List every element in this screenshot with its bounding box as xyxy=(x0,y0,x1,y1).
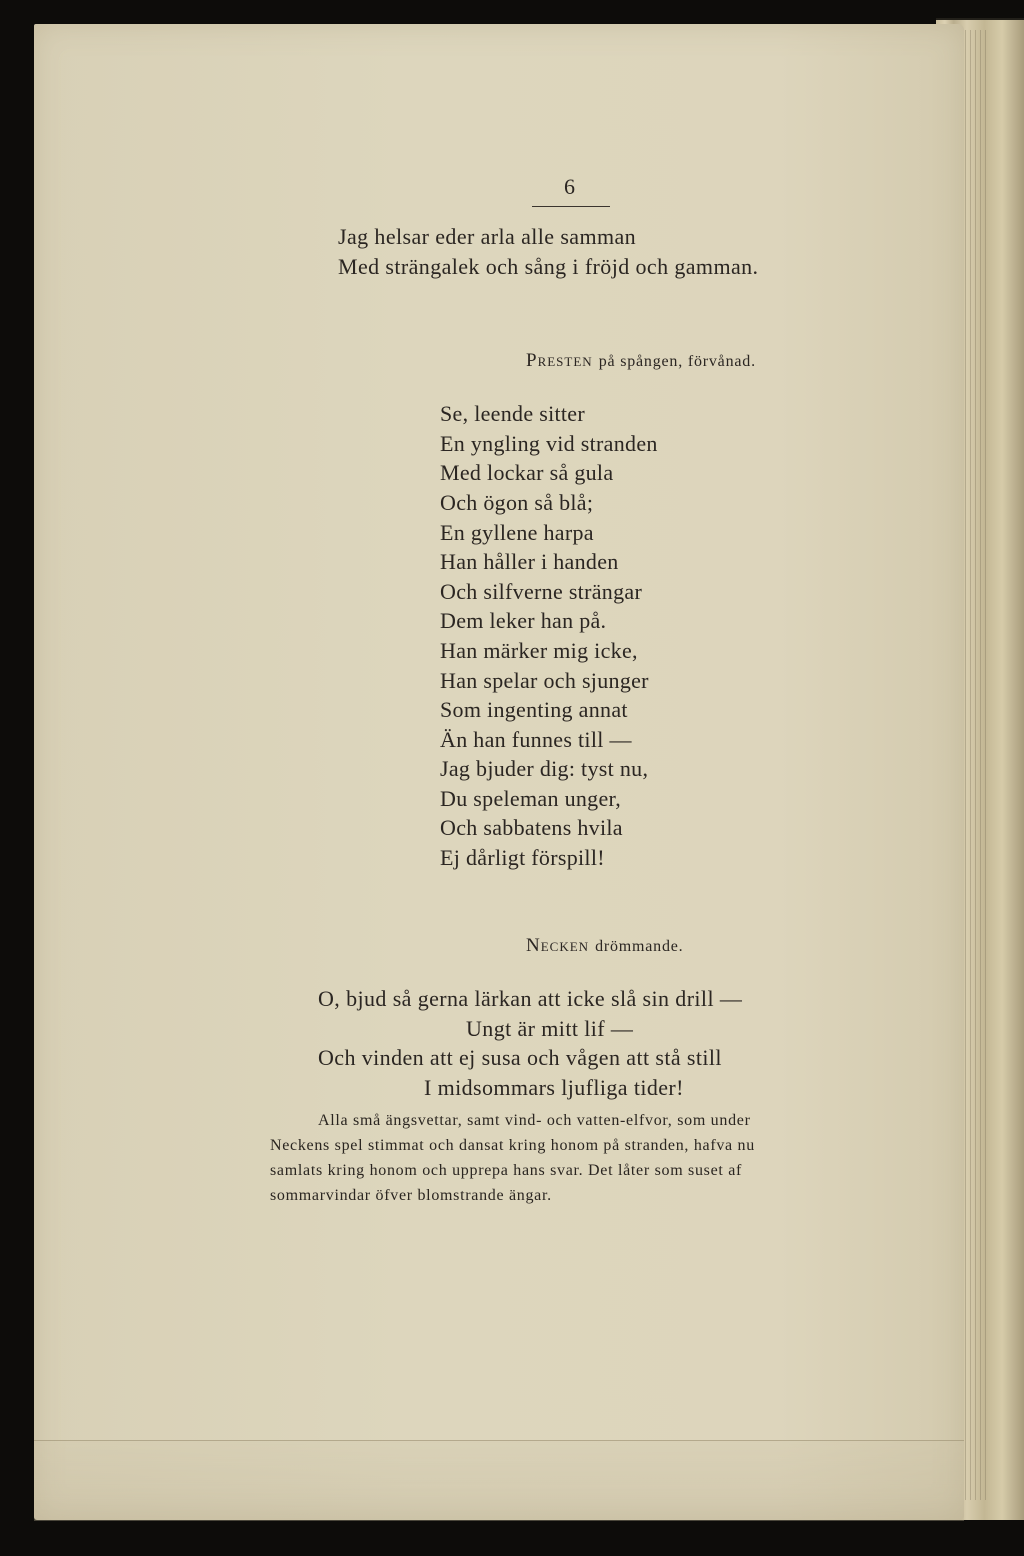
speaker-heading-presten xyxy=(526,350,756,372)
verse-line: Dem leker han på. xyxy=(440,608,607,633)
page-number-rule xyxy=(532,206,610,207)
verse-line: Han märker mig icke, xyxy=(440,638,638,663)
song-line: I midsommars ljufliga tider! xyxy=(424,1075,684,1100)
opening-line: Jag helsar eder arla alle samman xyxy=(338,224,637,249)
verse-line: Ej dårligt förspill! xyxy=(440,845,605,870)
verse-line: Han spelar och sjunger xyxy=(440,668,649,693)
verse-line: Än han funnes till — xyxy=(440,727,632,752)
verse-line: Han håller i handen xyxy=(440,549,619,574)
stage-note-line: Alla små ängsvettar, samt vind- och vatten-elfvor, som under xyxy=(318,1112,751,1129)
page-number: 6 xyxy=(564,174,575,199)
song-line: Och vinden att ej susa och vågen att stå still xyxy=(318,1045,722,1070)
verse-line: Med lockar så gula xyxy=(440,460,614,485)
stage-direction: drömmande. xyxy=(595,938,684,955)
verse-line: Och silfverne strängar xyxy=(440,579,643,604)
stage-note-line: samlats kring honom och upprepa hans svar. Det låter som suset af xyxy=(270,1162,743,1179)
speaker-heading-necken xyxy=(526,935,683,957)
opening-line: Med strängalek och sång i fröjd och gamman. xyxy=(338,254,759,279)
verse-line: Jag bjuder dig: tyst nu, xyxy=(440,756,649,781)
verse-line: Du speleman unger, xyxy=(440,786,622,811)
verse-line: Se, leende sitter xyxy=(440,401,585,426)
verse-line: Och sabbatens hvila xyxy=(440,815,623,840)
verse-line: En gyllene harpa xyxy=(440,520,594,545)
verse-line: En yngling vid stranden xyxy=(440,431,658,456)
speaker-name: Presten xyxy=(526,350,593,371)
speaker-name: Necken xyxy=(526,935,590,956)
verse-line: Som ingenting annat xyxy=(440,697,628,722)
song-line: O, bjud så gerna lärkan att icke slå sin drill — xyxy=(318,986,743,1011)
verse-line: Och ögon så blå; xyxy=(440,490,594,515)
stage-note-line: Neckens spel stimmat och dansat kring honom på stranden, hafva nu xyxy=(270,1137,755,1154)
stage-direction: på spången, förvånad. xyxy=(598,353,756,370)
song-line: Ungt är mitt lif — xyxy=(466,1016,634,1041)
page-bottom-edge xyxy=(34,1440,964,1521)
stage-note-line: sommarvindar öfver blomstrande ängar. xyxy=(270,1187,552,1204)
